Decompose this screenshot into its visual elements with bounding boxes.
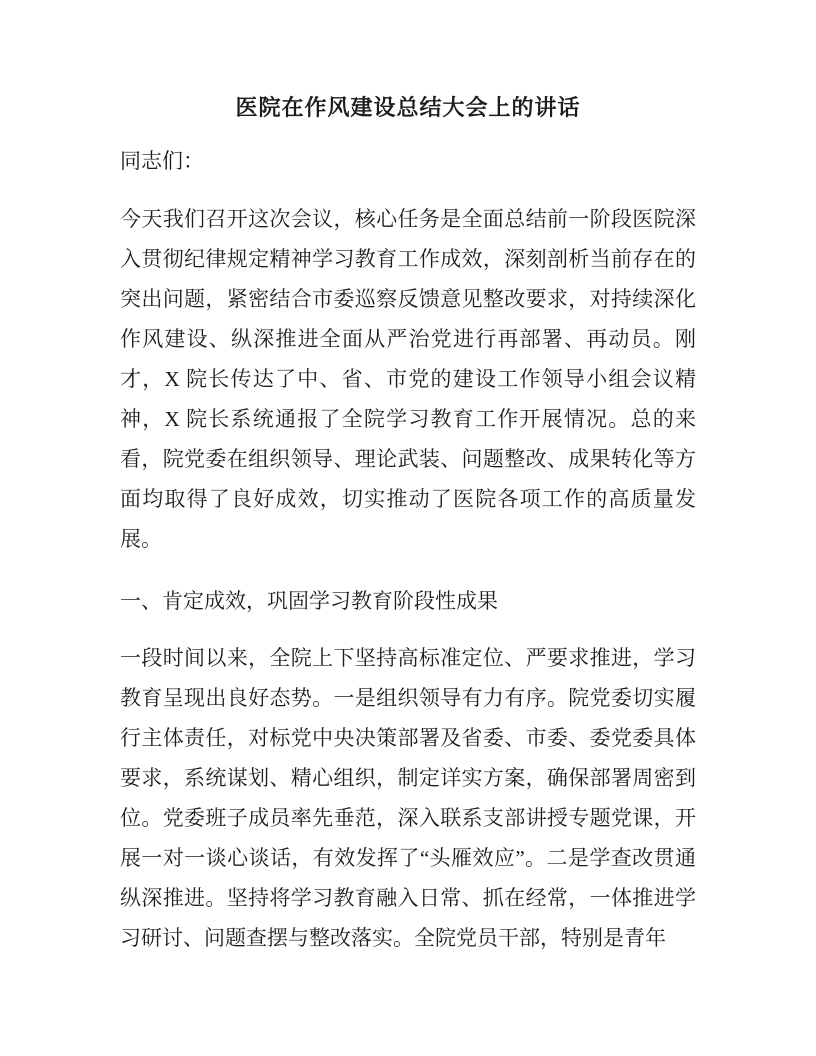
salutation: 同志们： — [120, 149, 204, 173]
document-title: 医院在作风建设总结大会上的讲话 — [235, 95, 581, 120]
paragraph-intro: 今天我们召开这次会议，核心任务是全面总结前一阶段医院深入贯彻纪律规定精神学习教育工作成效，深刻剖析当前存在的突出问题，紧密结合市委巡察反馈意见整改要求，对持续深化作风建设、纵深推进全面从严治党进行再部署、再动员。刚才，X 院长传达了中、省、市党的建设工作领导小组会议精神，X 院长系统通报了全院学习教育工作开展情况。总的来看，院党委在组织领导、理论武装、问题整改、成果转化等方面均取得了良好成效，切实推动了医院各项工作的高质量发展。 — [120, 207, 696, 551]
paragraph-section-1: 一段时间以来，全院上下坚持高标准定位、严要求推进，学习教育呈现出良好态势。一是组织领导有力有序。院党委切实履行主体责任，对标党中央决策部署及省委、市委、委党委具体要求，系统谋划、精心组织，制定详实方案，确保部署周密到位。党委班子成员率先垂范，深入联系支部讲授专题党课，开展一对一谈心谈话，有效发挥了“头雁效应”。二是学查改贯通纵深推进。坚持将学习教育融入日常、抓在经常，一体推进学习研讨、问题查摆与整改落实。全院党员干部，特别是青年 — [120, 646, 696, 950]
section-heading-1: 一、肯定成效，巩固学习教育阶段性成果 — [120, 589, 498, 613]
